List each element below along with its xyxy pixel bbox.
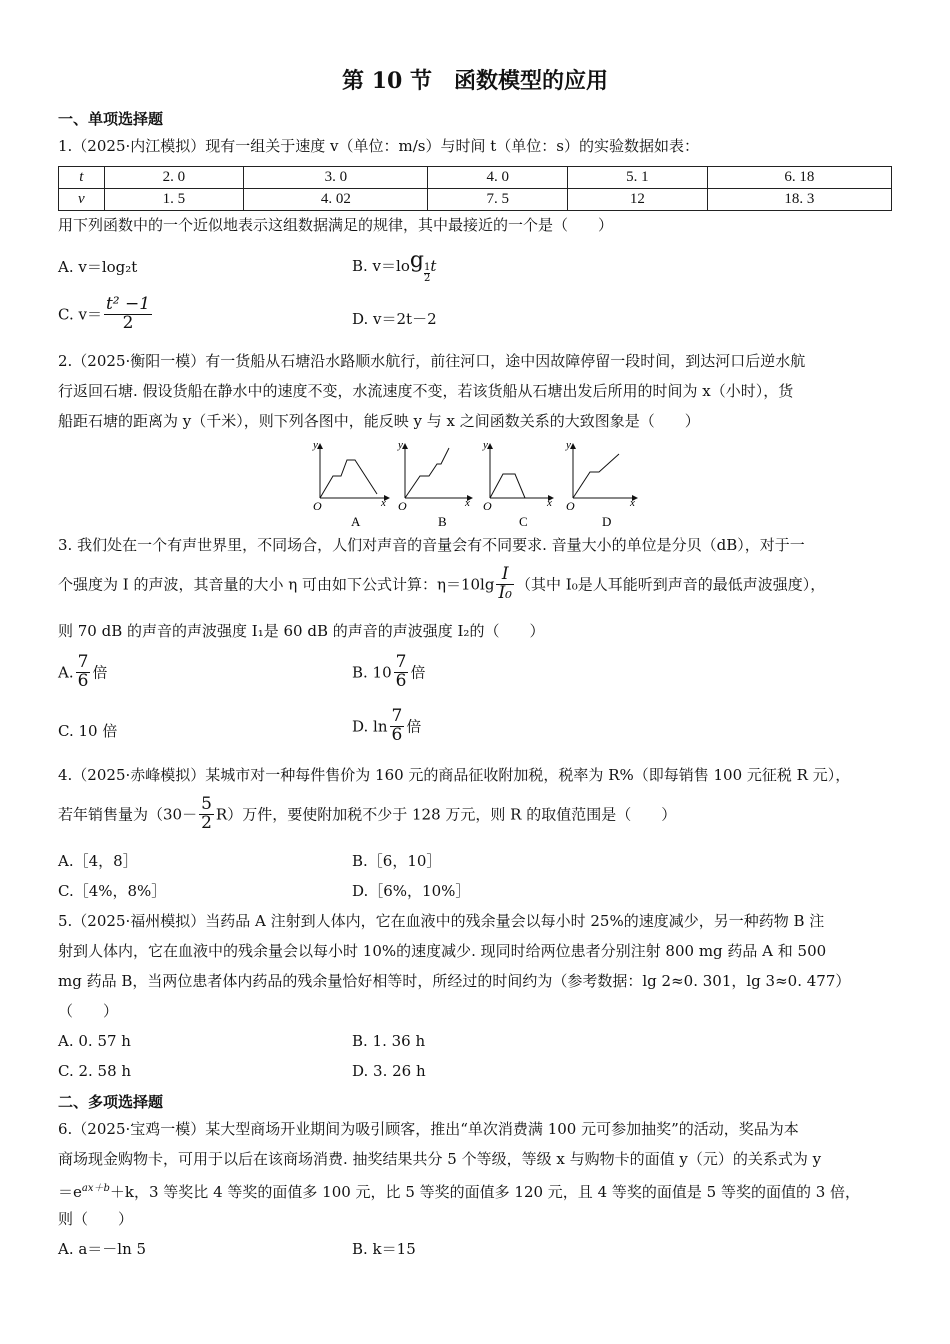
q6-line-3-prefix: ＝e bbox=[58, 1183, 82, 1201]
q6-line-3 bbox=[58, 1178, 860, 1203]
q2-line-1: 2.（2025·衡阳一模）有一货船从石塘沿水路顺水航行，前往河口，途中因故障停留一段时间，到达河口后逆水航 bbox=[58, 352, 806, 370]
fraction-denominator: 2 bbox=[122, 312, 134, 333]
page-title: 第 10 节 函数模型的应用 bbox=[342, 68, 608, 94]
table-cell: 3. 0 bbox=[244, 167, 428, 189]
fraction-numerator: 5 bbox=[201, 794, 212, 814]
q6-exponent: ax＋b bbox=[81, 1183, 110, 1194]
log-base-num: 1 bbox=[423, 262, 431, 273]
table-row-v bbox=[59, 189, 892, 211]
option-label: D. ln bbox=[352, 717, 388, 736]
q2-graphs bbox=[305, 436, 645, 532]
q4-line-2 bbox=[58, 796, 676, 833]
q1-stem: 1.（2025·内江模拟）现有一组关于速度 v（单位：m/s）与时间 t（单位：s）的实验数据如表： bbox=[58, 137, 699, 155]
section-heading-multi-choice: 二、多项选择题 bbox=[58, 1093, 164, 1111]
fraction-denominator: 6 bbox=[77, 670, 89, 691]
fraction-numerator: 7 bbox=[395, 652, 407, 672]
q6-line-3-suffix: ＋k，3 等奖比 4 等奖的面值多 100 元，比 5 等奖的面值多 120 元，且 4 等奖的面值是 5 等奖的面值的 3 倍， bbox=[109, 1183, 861, 1201]
option-label: B. 10 bbox=[352, 663, 392, 682]
graph-x-label: x bbox=[630, 497, 635, 509]
option-c-fraction bbox=[104, 296, 152, 333]
fraction-denominator: 2 bbox=[201, 812, 212, 833]
option-fraction bbox=[76, 654, 91, 691]
graph-d bbox=[565, 439, 637, 529]
graph-c bbox=[482, 439, 553, 529]
table-cell: 18. 3 bbox=[707, 189, 891, 211]
graph-origin-label: O bbox=[566, 499, 575, 513]
table-cell: 5. 1 bbox=[568, 167, 708, 189]
graph-y-label: y bbox=[313, 439, 318, 451]
q4-line-1: 4.（2025·赤峰模拟）某城市对一种每件售价为 160 元的商品征收附加税，税率为 R%（即每销售 100 元征税 R 元）， bbox=[58, 766, 851, 784]
section-heading-single-choice: 一、单项选择题 bbox=[58, 110, 164, 128]
q6-line-4: 则（ ） bbox=[58, 1210, 134, 1228]
q3-option-b bbox=[352, 654, 426, 691]
log-g: g bbox=[409, 248, 424, 273]
q5-line-2: 射到人体内，它在血液中的残余量会以每小时 10%的速度减少. 现同时给两位患者分别注射 800 mg 药品 A 和 500 bbox=[58, 942, 827, 960]
graph-label-b: B bbox=[438, 514, 447, 529]
graph-label-d: D bbox=[602, 514, 612, 529]
table-cell: 4. 02 bbox=[244, 189, 428, 211]
q4-option-a: A.［4，8］ bbox=[58, 852, 138, 870]
graph-a bbox=[312, 439, 389, 529]
q1-option-c bbox=[58, 296, 154, 333]
graph-origin-label: O bbox=[483, 499, 492, 513]
fraction-numerator: t² −1 bbox=[105, 294, 151, 314]
graph-y-label: y bbox=[566, 439, 571, 451]
q4-option-b: B.［6，10］ bbox=[352, 852, 442, 870]
fraction-numerator: 7 bbox=[391, 706, 403, 726]
option-suffix: 倍 bbox=[406, 717, 422, 736]
option-suffix: 倍 bbox=[92, 663, 108, 682]
q5-line-4: （ ） bbox=[58, 1002, 119, 1020]
graph-label-c: C bbox=[519, 514, 528, 529]
q3-line-2-suffix: （其中 I₀是人耳能听到声音的最低声波强度）， bbox=[516, 575, 826, 594]
q4-line-2-suffix: R）万件，要使附加税不少于 128 万元，则 R 的取值范围是（ ） bbox=[215, 805, 677, 824]
q6-option-b: B. k＝15 bbox=[352, 1240, 416, 1258]
q2-line-2: 行返回石塘. 假设货船在静水中的速度不变，水流速度不变，若该货船从石塘出发后所用的时间为 x（小时），货 bbox=[58, 382, 794, 400]
graph-b bbox=[397, 439, 472, 529]
q4-option-d: D.［6%，10%］ bbox=[352, 882, 471, 900]
q3-line-1: 3. 我们处在一个有声世界里，不同场合，人们对声音的音量会有不同要求. 音量大小的单位是分贝（dB），对于一 bbox=[58, 536, 805, 554]
q6-option-a: A. a＝－ln 5 bbox=[58, 1240, 147, 1258]
fraction-numerator: I bbox=[496, 566, 514, 585]
q3-formula-fraction bbox=[496, 566, 514, 603]
table-cell: 12 bbox=[568, 189, 708, 211]
fraction-denominator: 6 bbox=[395, 670, 407, 691]
q1-question: 用下列函数中的一个近似地表示这组数据满足的规律，其中最接近的一个是（ ） bbox=[58, 216, 614, 234]
q4-fraction bbox=[199, 796, 214, 833]
q3-line-3: 则 70 dB 的声音的声波强度 I₁是 60 dB 的声音的声波强度 I₂的（ ） bbox=[58, 622, 545, 640]
table-cell: 1. 5 bbox=[104, 189, 244, 211]
option-fraction bbox=[394, 654, 409, 691]
graph-y-label: y bbox=[398, 439, 403, 451]
q5-option-c: C. 2. 58 h bbox=[58, 1062, 132, 1080]
graph-origin-label: O bbox=[398, 499, 407, 513]
option-fraction bbox=[390, 708, 405, 745]
table-cell: 6. 18 bbox=[707, 167, 891, 189]
q6-line-1: 6.（2025·宝鸡一模）某大型商场开业期间为吸引顾客，推出“单次消费满 100 元可参加抽奖”的活动，奖品为本 bbox=[58, 1120, 799, 1138]
option-label: A. bbox=[58, 663, 74, 682]
q1-option-b bbox=[352, 250, 436, 284]
q3-option-a bbox=[58, 654, 107, 691]
fraction-denominator: 6 bbox=[391, 724, 403, 745]
q2-line-3: 船距石塘的距离为 y（千米），则下列各图中，能反映 y 与 x 之间函数关系的大致图象是（ ） bbox=[58, 412, 700, 430]
graph-x-label: x bbox=[547, 497, 552, 509]
q5-option-b: B. 1. 36 h bbox=[352, 1032, 426, 1050]
fraction-numerator: 7 bbox=[77, 652, 89, 672]
q3-line-2-prefix: 个强度为 I 的声波，其音量的大小 η 可由如下公式计算：η＝10lg bbox=[58, 575, 495, 594]
graph-origin-label: O bbox=[313, 499, 322, 513]
q4-option-c: C.［4%，8%］ bbox=[58, 882, 167, 900]
q1-option-a: A. v＝log₂t bbox=[58, 258, 138, 276]
table-cell: t bbox=[59, 167, 105, 189]
q4-line-2-prefix: 若年销售量为（30－ bbox=[58, 805, 198, 824]
graph-y-label: y bbox=[483, 439, 488, 451]
graph-x-label: x bbox=[465, 497, 470, 509]
fraction-denominator: I₀ bbox=[498, 582, 512, 603]
table-cell: 2. 0 bbox=[104, 167, 244, 189]
table-cell: 4. 0 bbox=[428, 167, 568, 189]
q1-data-table bbox=[58, 166, 892, 211]
q5-line-1: 5.（2025·福州模拟）当药品 A 注射到人体内，它在血液中的残余量会以每小时 25%的速度减少，另一种药物 B 注 bbox=[58, 912, 825, 930]
table-cell: v bbox=[59, 189, 105, 211]
table-cell: 7. 5 bbox=[428, 189, 568, 211]
q5-line-3: mg 药品 B，当两位患者体内药品的残余量恰好相等时，所经过的时间约为（参考数据：lg 2≈0. 301，lg 3≈0. 477） bbox=[58, 972, 851, 990]
q3-option-c: C. 10 倍 bbox=[58, 722, 118, 740]
option-c-text: C. v＝ bbox=[58, 305, 102, 324]
q5-option-d: D. 3. 26 h bbox=[352, 1062, 426, 1080]
graph-label-a: A bbox=[351, 514, 361, 529]
table-row-t bbox=[59, 167, 892, 189]
log-arg: t bbox=[430, 257, 437, 275]
q3-option-d bbox=[352, 708, 421, 745]
option-suffix: 倍 bbox=[410, 663, 426, 682]
q6-line-2: 商场现金购物卡，可用于以后在该商场消费. 抽奖结果共分 5 个等级，等级 x 与购物卡的面值 y（元）的关系式为 y bbox=[58, 1150, 822, 1168]
q3-line-2 bbox=[58, 566, 825, 603]
q1-option-d: D. v＝2t－2 bbox=[352, 310, 437, 328]
option-b-text: B. v＝lo bbox=[352, 257, 410, 275]
graph-x-label: x bbox=[381, 497, 386, 509]
q5-option-a: A. 0. 57 h bbox=[58, 1032, 131, 1050]
log-base-den: 2 bbox=[423, 273, 431, 284]
